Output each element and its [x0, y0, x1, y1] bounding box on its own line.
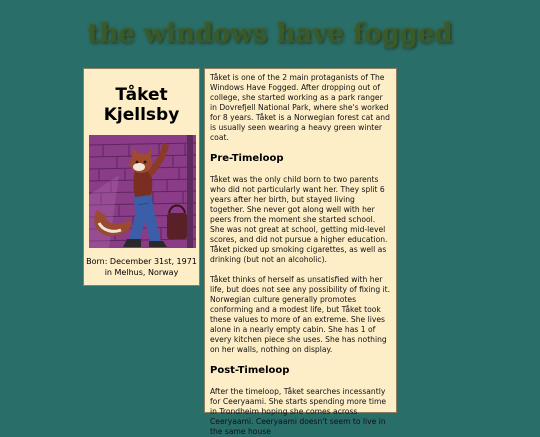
birth-info: Born: December 31st, 1971 in Melhus, Norway: [86, 257, 197, 277]
portrait-illustration: [89, 135, 196, 248]
article-content: [204, 68, 397, 436]
pre-timeloop-paragraph-2: Tåket thinks of herself as unsatisfied with her life, but does not see any possibility of fixing it. Norwegian culture generally promotes conforming and a modest life, but Tåket took these values to more of an extreme. She lives alone in a nearly empty cabin. She has 1 of every kitchen piece she uses. She has nothing on her walls, nothing on display.: [210, 275, 391, 354]
character-last-name: Kjellsby: [103, 105, 180, 125]
character-name: [84, 85, 199, 125]
post-timeloop-paragraph-1: After the timeloop, Tåket searches incessantly for Ceeryaami. She starts spending more time in Trondheim hoping she comes across Ceeryaami. Ceeryaami doesn't seem to live in the same house: [210, 387, 387, 436]
pre-timeloop-paragraph-1: Tåket was the only child born to two parents who did not particularly want her. They split 6 years after her birth, but stayed living together. She never got along well with her peers from the moment she started school. She was not great at school, getting mid-level scores, and did not pursue a higher education. Tåket picked up smoking cigarettes, as well as drinking (but not an alcoholic).: [210, 175, 388, 264]
section-heading-post-timeloop: Post-Timeloop: [210, 365, 290, 376]
section-heading-pre-timeloop: Pre-Timeloop: [210, 153, 284, 164]
character-infobox: [83, 68, 200, 286]
intro-paragraph: Tåket is one of the 2 main protaganists of The Windows Have Fogged. After dropping out of college, she started working as a park ranger in Dovrefjell National Park, where she's worked for 8 years. Tåket is a Norwegian forest cat and is usually seen wearing a heavy green winter coat.: [210, 73, 390, 142]
character-first-name: Tåket: [115, 85, 168, 105]
character-portrait: [89, 135, 196, 248]
site-title: the windows have fogged: [87, 19, 453, 49]
